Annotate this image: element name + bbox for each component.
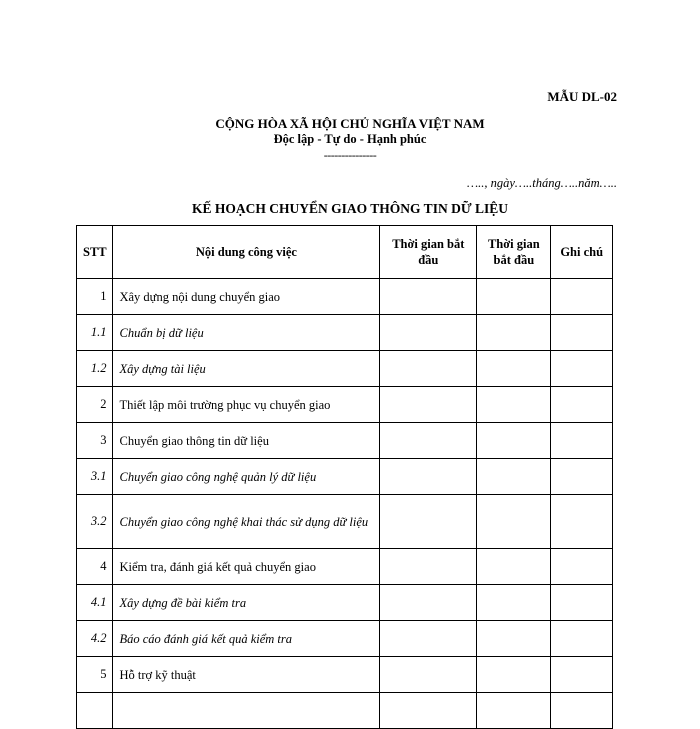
header-note: Ghi chú: [551, 226, 613, 279]
table-row: [77, 459, 613, 495]
row-time-start-2: [477, 279, 551, 315]
row-stt: 3.1: [77, 459, 113, 495]
row-content: Xây dựng đề bài kiểm tra: [113, 585, 380, 621]
header-stt: STT: [77, 226, 113, 279]
row-content: Hỗ trợ kỹ thuật: [113, 657, 380, 693]
row-stt: 3: [77, 423, 113, 459]
row-stt: 5: [77, 657, 113, 693]
row-stt: [77, 693, 113, 729]
header-time-start-2: Thời gian bắt đầu: [477, 226, 551, 279]
row-time-start-2: [477, 585, 551, 621]
row-note: [551, 585, 613, 621]
row-time-start: [380, 693, 477, 729]
row-time-start: [380, 495, 477, 549]
header-time-start: Thời gian bắt đầu: [380, 226, 477, 279]
table-row: [77, 621, 613, 657]
row-time-start: [380, 459, 477, 495]
form-code: MẪU DL-02: [547, 89, 617, 104]
row-note: [551, 549, 613, 585]
row-content: Chuyển giao công nghệ khai thác sử dụng dữ liệu: [113, 495, 380, 549]
row-time-start: [380, 279, 477, 315]
row-note: [551, 279, 613, 315]
row-content: [113, 693, 380, 729]
row-stt: 1.1: [77, 315, 113, 351]
table-row: [77, 279, 613, 315]
row-time-start-2: [477, 549, 551, 585]
row-time-start: [380, 549, 477, 585]
row-stt: 4.1: [77, 585, 113, 621]
table-row: [77, 387, 613, 423]
row-time-start: [380, 351, 477, 387]
row-time-start: [380, 657, 477, 693]
row-stt: 2: [77, 387, 113, 423]
row-note: [551, 657, 613, 693]
row-time-start: [380, 387, 477, 423]
row-note: [551, 459, 613, 495]
row-note: [551, 351, 613, 387]
row-time-start-2: [477, 387, 551, 423]
row-stt: 4: [77, 549, 113, 585]
row-time-start: [380, 423, 477, 459]
row-time-start-2: [477, 351, 551, 387]
table-row: [77, 585, 613, 621]
header-divider: ---------------: [323, 148, 377, 162]
row-stt: 1: [77, 279, 113, 315]
header-content: Nội dung công việc: [113, 226, 380, 279]
national-motto: Độc lập - Tự do - Hạnh phúc: [273, 132, 427, 146]
table-row: [77, 351, 613, 387]
row-stt: 4.2: [77, 621, 113, 657]
row-time-start: [380, 585, 477, 621]
national-title: CỘNG HÒA XÃ HỘI CHỦ NGHĨA VIỆT NAM: [215, 116, 485, 131]
row-stt: 1.2: [77, 351, 113, 387]
row-time-start: [380, 621, 477, 657]
row-note: [551, 495, 613, 549]
row-time-start-2: [477, 693, 551, 729]
table-row: [77, 657, 613, 693]
row-time-start: [380, 315, 477, 351]
table-row: [77, 549, 613, 585]
row-time-start-2: [477, 657, 551, 693]
plan-table: [76, 225, 613, 729]
row-time-start-2: [477, 495, 551, 549]
row-time-start-2: [477, 315, 551, 351]
date-line: ….., ngày…..tháng…..năm…..: [466, 176, 617, 190]
row-content: Chuẩn bị dữ liệu: [113, 315, 380, 351]
row-content: Kiểm tra, đánh giá kết quả chuyển giao: [113, 549, 380, 585]
table-header-row: [77, 226, 613, 279]
row-note: [551, 387, 613, 423]
row-content: Chuyển giao công nghệ quản lý dữ liệu: [113, 459, 380, 495]
row-content: Thiết lập môi trường phục vụ chuyển giao: [113, 387, 380, 423]
document-title: KẾ HOẠCH CHUYỂN GIAO THÔNG TIN DỮ LIỆU: [192, 201, 508, 216]
row-content: Xây dựng tài liệu: [113, 351, 380, 387]
row-time-start-2: [477, 621, 551, 657]
row-note: [551, 621, 613, 657]
row-content: Chuyển giao thông tin dữ liệu: [113, 423, 380, 459]
row-content: Báo cáo đánh giá kết quả kiểm tra: [113, 621, 380, 657]
row-note: [551, 315, 613, 351]
row-stt: 3.2: [77, 495, 113, 549]
row-note: [551, 693, 613, 729]
row-content: Xây dựng nội dung chuyển giao: [113, 279, 380, 315]
row-time-start-2: [477, 459, 551, 495]
row-time-start-2: [477, 423, 551, 459]
row-note: [551, 423, 613, 459]
table-row: [77, 495, 613, 549]
table-row: [77, 693, 613, 729]
table-row: [77, 315, 613, 351]
table-row: [77, 423, 613, 459]
